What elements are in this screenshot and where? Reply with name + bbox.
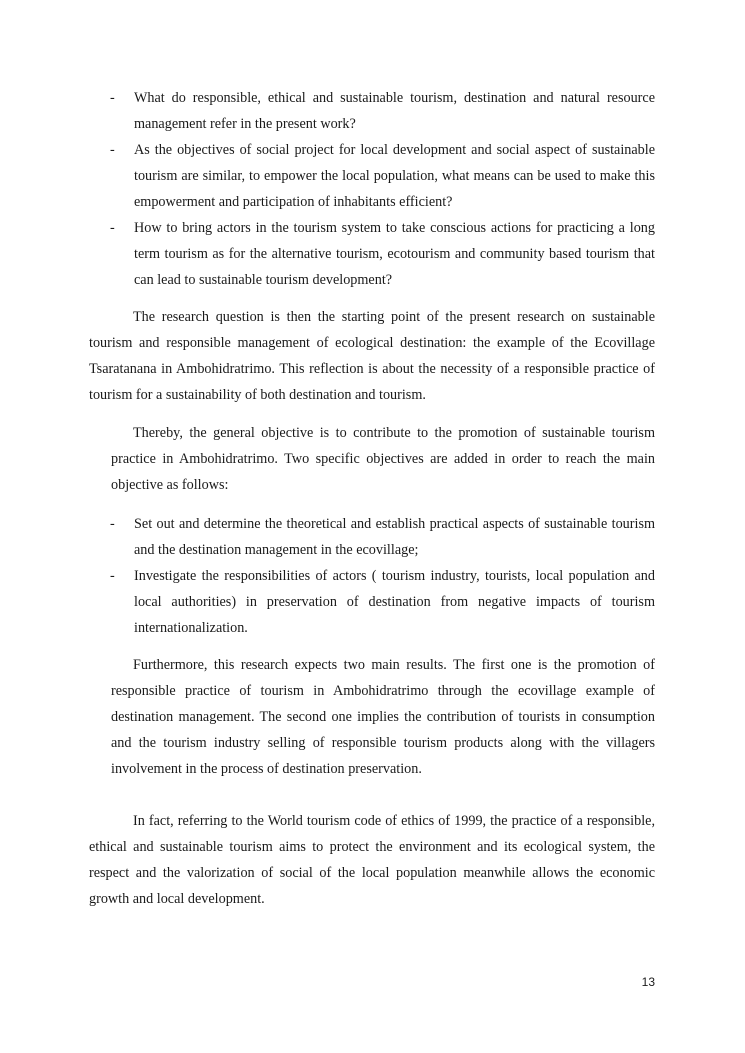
bullet-dash: - <box>110 142 115 158</box>
page-number: 13 <box>641 975 655 989</box>
list-item <box>89 215 655 293</box>
list-item-text: Investigate the responsibilities of actors ( tourism industry, tourists, local population and local authorities) in preservation of destination from negative impacts of tourism internationalization. <box>134 568 655 636</box>
paragraph-objective: Thereby, the general objective is to contribute to the promotion of sustainable tourism practice in Ambohidratrimo. Two specific objectives are added in order to reach the main objective as follows: <box>111 425 655 493</box>
list-item-text: How to bring actors in the tourism system to take conscious actions for practicing a long term tourism as for the alternative tourism, ecotourism and community based tourism that can lead to sustainable tourism development? <box>134 220 655 288</box>
paragraph-results: Furthermore, this research expects two main results. The first one is the promotion of responsible practice of tourism in Ambohidratrimo through the ecovillage example of destination management. The second one implies the contribution of tourists in consumption and the tourism industry selling of responsible tourism products along with the villagers involvement in the process of destination preservation. <box>111 657 655 777</box>
paragraph-research-question: The research question is then the starting point of the present research on sustainable tourism and responsible management of ecological destination: the example of the Ecovillage Tsaratanana in Ambohidratrimo. This reflection is about the necessity of a responsible practice of tourism for a sustainability of both destination and tourism. <box>89 309 655 403</box>
list-item-text: Set out and determine the theoretical and establish practical aspects of sustainable tourism and the destination management in the ecovillage; <box>134 516 655 558</box>
bullet-dash: - <box>110 568 115 584</box>
paragraph-ethics: In fact, referring to the World tourism code of ethics of 1999, the practice of a responsible, ethical and sustainable tourism aims to protect the environment and its ecological system, the respect and the valorization of social of the local population meanwhile allows the economic growth and local development. <box>89 813 655 907</box>
list-item-text: What do responsible, ethical and sustainable tourism, destination and natural resource management refer in the present work? <box>134 90 655 132</box>
bullet-dash: - <box>110 516 115 532</box>
list-item <box>89 511 655 563</box>
list-item-text: As the objectives of social project for local development and social aspect of sustainable tourism are similar, to empower the local population, what means can be used to make this empowerment and participation of inhabitants efficient? <box>134 142 655 210</box>
bullet-dash: - <box>110 90 115 106</box>
bullet-dash: - <box>110 220 115 236</box>
list-item <box>89 563 655 641</box>
list-item <box>89 85 655 137</box>
specific-objectives-list <box>89 511 655 641</box>
list-item <box>89 137 655 215</box>
research-questions-list <box>89 85 655 293</box>
